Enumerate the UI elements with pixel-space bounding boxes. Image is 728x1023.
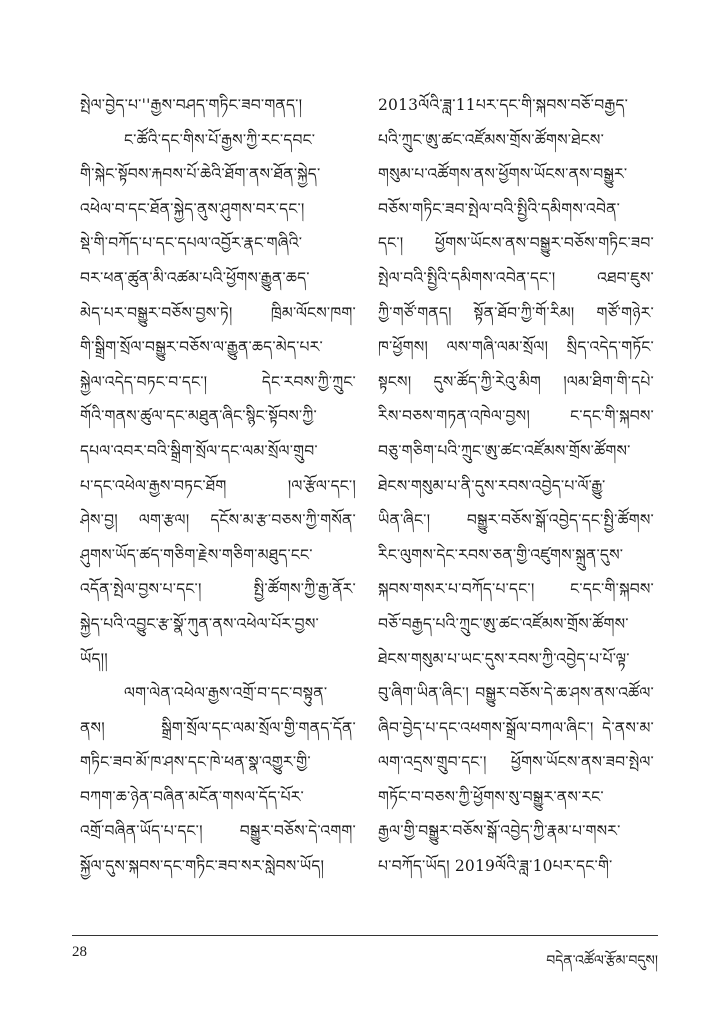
footer-divider [72, 935, 658, 936]
left-column-line: ང་ཚོའི་དང་གིས་པོ་རྒྱས་ཀྱི་རང་དབང་ [124, 130, 316, 149]
left-column-line: འདོན་སྤེལ་བྱས་པ་དང་། སྤྱི་ཚོགས་ཀྱི་རྒྱ་ནོར་ [80, 580, 356, 599]
left-column-line: ནས། སྒྲིག་སྲོལ་དང་ལམ་སྲོལ་གྱི་གནད་དོན་ [80, 718, 356, 737]
left-column-line: ཤེས་བྱ། ལག་རྩལ། དངོས་མ་རྩ་བཅས་ཀྱི་གསོན་ [80, 511, 356, 530]
left-column-line: འཕེལ་བ་དང་ཐོན་སྐྱེད་ནུས་ཤུགས་བར་དང་། [80, 199, 305, 218]
right-column-line: དང་། ཕྱོགས་ཡོངས་ནས་བསྒྱུར་བཅོས་གཏིང་ཟབ་ [378, 234, 654, 253]
right-column-line: གསུམ་པ་འཚོགས་ནས་ཕྱོགས་ཡོངས་ནས་བསྒྱུར་ [378, 165, 628, 184]
left-column-line: གི་སྒྲིག་སྲོལ་བསྒྱུར་བཅོས་ལ་རྒྱུན་ཆད་མེད་པར་ [80, 338, 323, 357]
right-column-line: ཐེངས་གསུམ་པ་ཡང་དུས་རབས་ཀྱི་འབྱེད་པ་པོ་ལྟ་ [378, 649, 630, 668]
left-column-line: ཤུགས་ཡོད་ཚད་གཅིག་རྗེས་གཅིག་མཐུད་ངང་ [80, 545, 313, 564]
right-column-line: རྒྱལ་གྱི་བསྒྱུར་བཅོས་སྒོ་འབྱེད་ཀྱི་རྣམ་པ་གསར་ [378, 822, 621, 841]
right-column-line: རིང་ལུགས་དེང་རབས་ཅན་གྱི་འཛུགས་སྐྲུན་དུས་ [378, 545, 624, 564]
right-column-line: སྟངས། དུས་ཚོད་ཀྱི་རེའུ་མིག །ལམ་ཐིག་གི་དཔེ་ [378, 372, 654, 391]
running-footer-title: བདེན་འཚོལ་རྩོམ་བདུས། [546, 953, 658, 969]
right-column-line: ཐེངས་གསུམ་པ་ནི་དུས་རབས་འབྱེད་པ་ལོ་རྒྱུ་ [378, 476, 606, 495]
right-column-line: གཏོང་བ་བཅས་ཀྱི་ཕྱོགས་སུ་བསྒྱུར་ནས་རང་ [378, 787, 604, 806]
left-column-line: པ་དང་འཕེལ་རྒྱས་བཏང་ཐོག །ལ་རྩོལ་དང་། [80, 476, 356, 495]
left-column-line: སྐྱེད་པའི་འབྱུང་རྩ་སྣོ་ཀུན་ནས་འཕེལ་པོར་བྱས་ [80, 614, 319, 633]
right-column-line: ཀྱི་གཙོ་གནད། སྟོན་ཐོབ་ཀྱི་གོ་རིམ། གཙོ་གཉེར་ [378, 303, 654, 322]
left-column-line: མེད་པར་བསྒྱུར་བཅོས་བྱས་ཏེ། ཁྲིམ་ལོངས་ཁག་ [80, 303, 356, 322]
right-column-line: ཁ་ཕྱོགས། ལས་གཞི་ལམ་སྲོལ། སྲིད་འདེད་གཏོང་ [378, 338, 654, 357]
left-column-line: གཏིང་ཟབ་མོ་ཁ་ཤས་དང་ཁེ་ཕན་སྣ་འགྱུར་གྱི་ [80, 753, 311, 772]
left-column-line: གི་སྐེང་སྟོབས་རྐབས་པོ་ཆེའི་ཐོག་ནས་ཐོན་སྐྱེད་ [80, 165, 321, 184]
left-column-line: སྡེ་གི་བཀོད་པ་དང་དཔལ་འབྱོར་རྣང་གཞིའི་ [80, 234, 303, 253]
right-column-line: པའི་ཀྲུང་ཨུ་ཚང་འཛོམས་གྲོས་ཚོགས་ཐེངས་ [378, 130, 605, 149]
right-column-line: བཅོས་གཏིང་ཟབ་སྤེལ་བའི་སྤྱིའི་དམིགས་འབེན་ [378, 199, 621, 218]
left-column-line: ལག་ལེན་འཕེལ་རྒྱས་འགྲོ་བ་དང་བསྟུན་ [124, 684, 328, 703]
left-column-line: སྤེལ་བྱེད་པ་''རྒྱས་བཤད་གཏིང་ཟབ་གནད་། [80, 96, 303, 114]
right-column-line: ལག་འདྲས་གྲུབ་དང་། ཕྱོགས་ཡོངས་ནས་ཟབ་སྤེལ་ [378, 753, 654, 772]
left-column-line: བཀག་ཆ་ཉེན་བཞིན་མངོན་གསལ་དོད་པོར་ [80, 787, 305, 806]
right-column-line: ཞིབ་བྱེད་པ་དང་འཕགས་སྒྲོལ་བཀལ་ཞིང་། དེ་ནས་མ་ [378, 718, 654, 737]
left-column-line: འགྲོ་བཞིན་ཡོད་པ་དང་། བསྒྱུར་བཅོས་དེ་འགག་ [80, 822, 356, 841]
right-column-line: ཡིན་ཞིང་། བསྒྱུར་བཅོས་སྒོ་འབྱེད་དང་སྤྱི་ཚོགས་ [378, 511, 654, 530]
page-number: 28 [72, 944, 87, 960]
left-column-line: བར་ཕན་ཚུན་མི་འཚམ་པའི་ཕྱོགས་རྒྱུན་ཆད་ [80, 268, 310, 287]
right-column-line: སྤེལ་བའི་སྤྱིའི་དམིགས་འབེན་དང་། འཐབ་ཇུས་ [378, 268, 654, 287]
left-column-line: སྐྱེལ་འདེད་བཏང་བ་དང་། དེང་རབས་ཀྱི་ཀྲུང་ [80, 372, 356, 391]
left-text-column [80, 88, 356, 884]
right-column-line: 2013ལོའི་ཟླ་11པར་དང་གི་སྐབས་བཅོ་བརྒྱད་ [378, 96, 629, 114]
right-text-column [378, 88, 654, 884]
right-column-line: བཅོ་བརྒྱད་པའི་ཀྲུང་ཨུ་ཚང་འཛོམས་གྲོས་ཚོགས་ [378, 614, 629, 633]
left-column-line: ཡོད།། [80, 649, 108, 668]
right-column-line: བཅུ་གཅིག་པའི་ཀྲུང་ཨུ་ཚང་འཛོམས་གྲོས་ཚོགས་ [378, 441, 631, 460]
right-column-line: སྐབས་གསར་པ་བཀོད་པ་དང་། ང་དང་གི་སྐབས་ [378, 580, 654, 599]
left-column-line: དཔལ་འབར་བའི་སྒྲིག་སྲོལ་དང་ལམ་སྲོལ་གྲུབ་ [80, 441, 318, 460]
right-column-line: རིས་བཅས་གཏན་འཁེལ་བྱས། ང་དང་གི་སྐབས་ [378, 407, 654, 426]
right-column-line: བུ་ཞིག་ཡིན་ཞིང་། བསྒྱུར་བཅོས་དེ་ཆ་ཤས་ནས་འཚོལ་ [378, 684, 654, 703]
right-column-line: པ་བཀོད་ཡོད། 2019ལོའི་ཟླ་10པར་དང་གི་ [378, 857, 613, 876]
left-column-line: སྐྱོལ་དུས་སྐབས་དང་གཏིང་ཟབ་སར་སླེབས་ཡོད། [80, 857, 325, 876]
left-column-line: གོའི་གནས་ཚུལ་དང་མཐུན་ཞིང་སྙིང་སྟོབས་ཀྱི་ [80, 407, 317, 426]
